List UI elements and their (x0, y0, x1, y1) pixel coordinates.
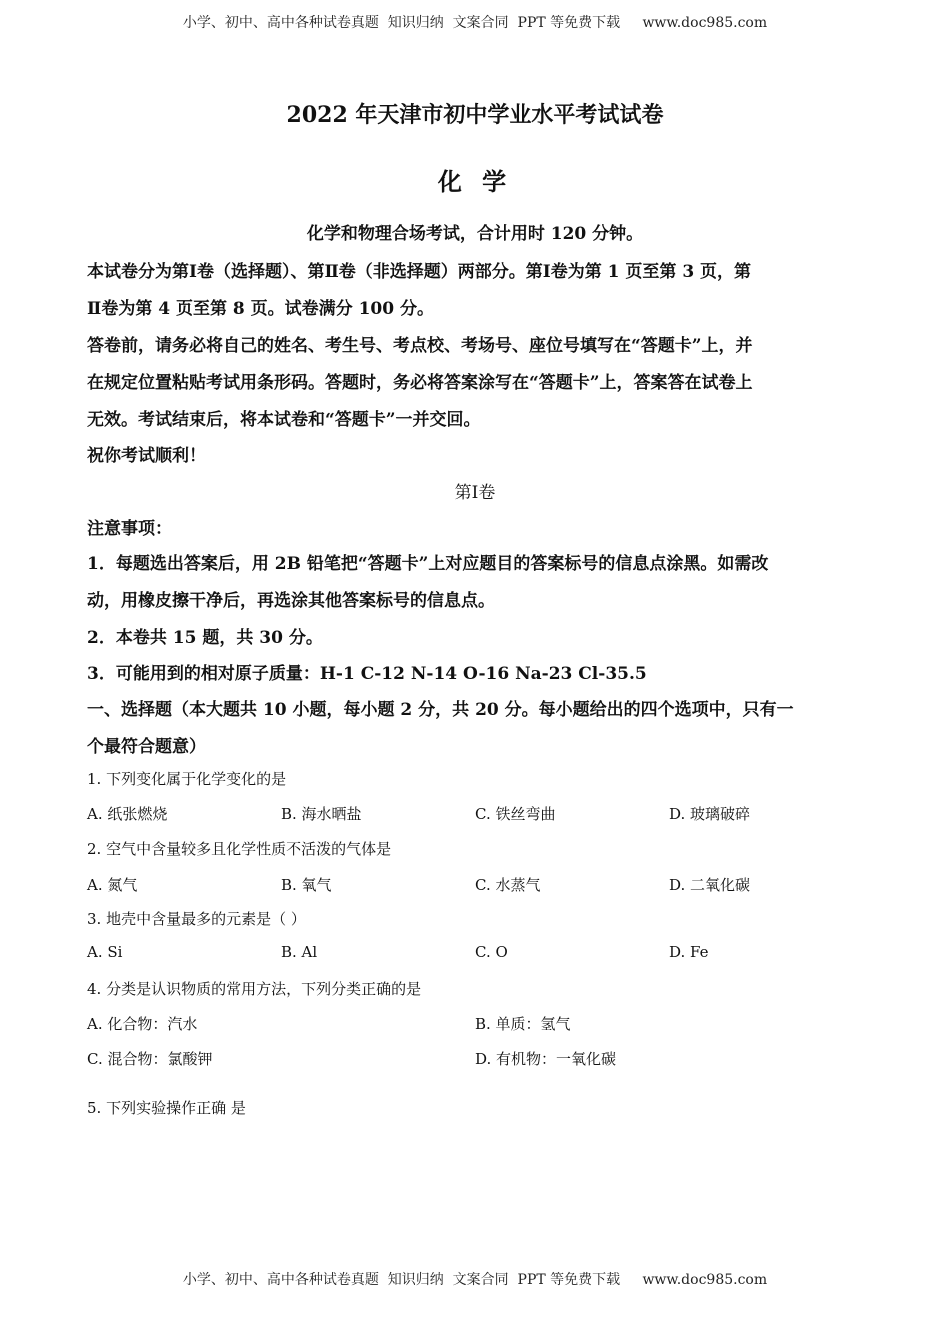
question-5-stem: 5. 下列实验操作正确 是 (87, 1099, 246, 1117)
question-4-option-a: A. 化合物：汽水 (87, 1015, 198, 1033)
exam-title: 2022 年天津市初中学业水平考试试卷 (286, 102, 664, 128)
question-4-option-b: B. 单质：氢气 (475, 1015, 571, 1033)
question-1-option-a: A. 纸张燃烧 (87, 805, 168, 823)
question-3-option-a: A. Si (87, 943, 123, 961)
question-3-option-c: C. O (475, 943, 508, 961)
note-2: 2．本卷共 15 题，共 30 分。 (87, 628, 323, 648)
question-4-stem: 4. 分类是认识物质的常用方法，下列分类正确的是 (87, 980, 422, 998)
note-3: 3．可能用到的相对原子质量：H-1 C-12 N-14 O-16 Na-23 Cl-35.5 (87, 664, 647, 684)
question-2-stem: 2. 空气中含量较多且化学性质不活泼的气体是 (87, 840, 392, 858)
time-note: 化学和物理合场考试，合计用时 120 分钟。 (306, 224, 644, 244)
question-1-option-d: D. 玻璃破碎 (669, 805, 751, 823)
question-3-option-d: D. Fe (669, 943, 709, 961)
question-2-option-a: A. 氮气 (87, 876, 138, 894)
question-3-option-b: B. Al (281, 943, 318, 961)
good-luck-text: 祝你考试顺利！ (87, 446, 206, 466)
intro-paragraph-2-line-2: 在规定位置粘贴考试用条形码。答题时，务必将答案涂写在“答题卡”上，答案答在试卷上 (87, 373, 753, 393)
intro-paragraph-2-line-1: 答卷前，请务必将自己的姓名、考生号、考点校、考场号、座位号填写在“答题卡”上，并 (87, 336, 753, 356)
note-1-line-2: 动，用橡皮擦干净后，再选涂其他答案标号的信息点。 (87, 591, 495, 611)
question-1-stem: 1. 下列变化属于化学变化的是 (87, 770, 287, 788)
question-2-option-c: C. 水蒸气 (475, 876, 541, 894)
question-2-option-b: B. 氧气 (281, 876, 332, 894)
section-heading-line-1: 一、选择题（本大题共 10 小题，每小题 2 分，共 20 分。每小题给出的四个选项中，只有一 (87, 700, 794, 720)
volume-title: 第Ⅰ卷 (454, 483, 496, 503)
intro-paragraph-1-line-1: 本试卷分为第Ⅰ卷（选择题）、第Ⅱ卷（非选择题）两部分。第Ⅰ卷为第 1 页至第 3 页，第 (87, 262, 752, 282)
question-3-stem: 3. 地壳中含量最多的元素是（ ） (87, 910, 306, 928)
section-heading-line-2: 个最符合题意） (87, 737, 206, 757)
note-1-line-1: 1．每题选出答案后，用 2B 铅笔把“答题卡”上对应题目的答案标号的信息点涂黑。如需改 (87, 554, 769, 574)
subject-title: 化 学 (437, 167, 513, 196)
page-footer: 小学、初中、高中各种试卷真题 知识归纳 文案合同 PPT 等免费下载 www.doc985.com (182, 1272, 768, 1288)
question-4-option-c: C. 混合物：氯酸钾 (87, 1050, 213, 1068)
question-4-option-d: D. 有机物：一氧化碳 (475, 1050, 617, 1068)
intro-paragraph-1-line-2: Ⅱ卷为第 4 页至第 8 页。试卷满分 100 分。 (87, 299, 434, 319)
question-1-option-b: B. 海水晒盐 (281, 805, 362, 823)
question-1-option-c: C. 铁丝弯曲 (475, 805, 556, 823)
notes-heading: 注意事项： (87, 519, 172, 539)
page-header: 小学、初中、高中各种试卷真题 知识归纳 文案合同 PPT 等免费下载 www.doc985.com (182, 15, 768, 31)
question-2-option-d: D. 二氧化碳 (669, 876, 751, 894)
intro-paragraph-2-line-3: 无效。考试结束后，将本试卷和“答题卡”一并交回。 (87, 410, 481, 430)
